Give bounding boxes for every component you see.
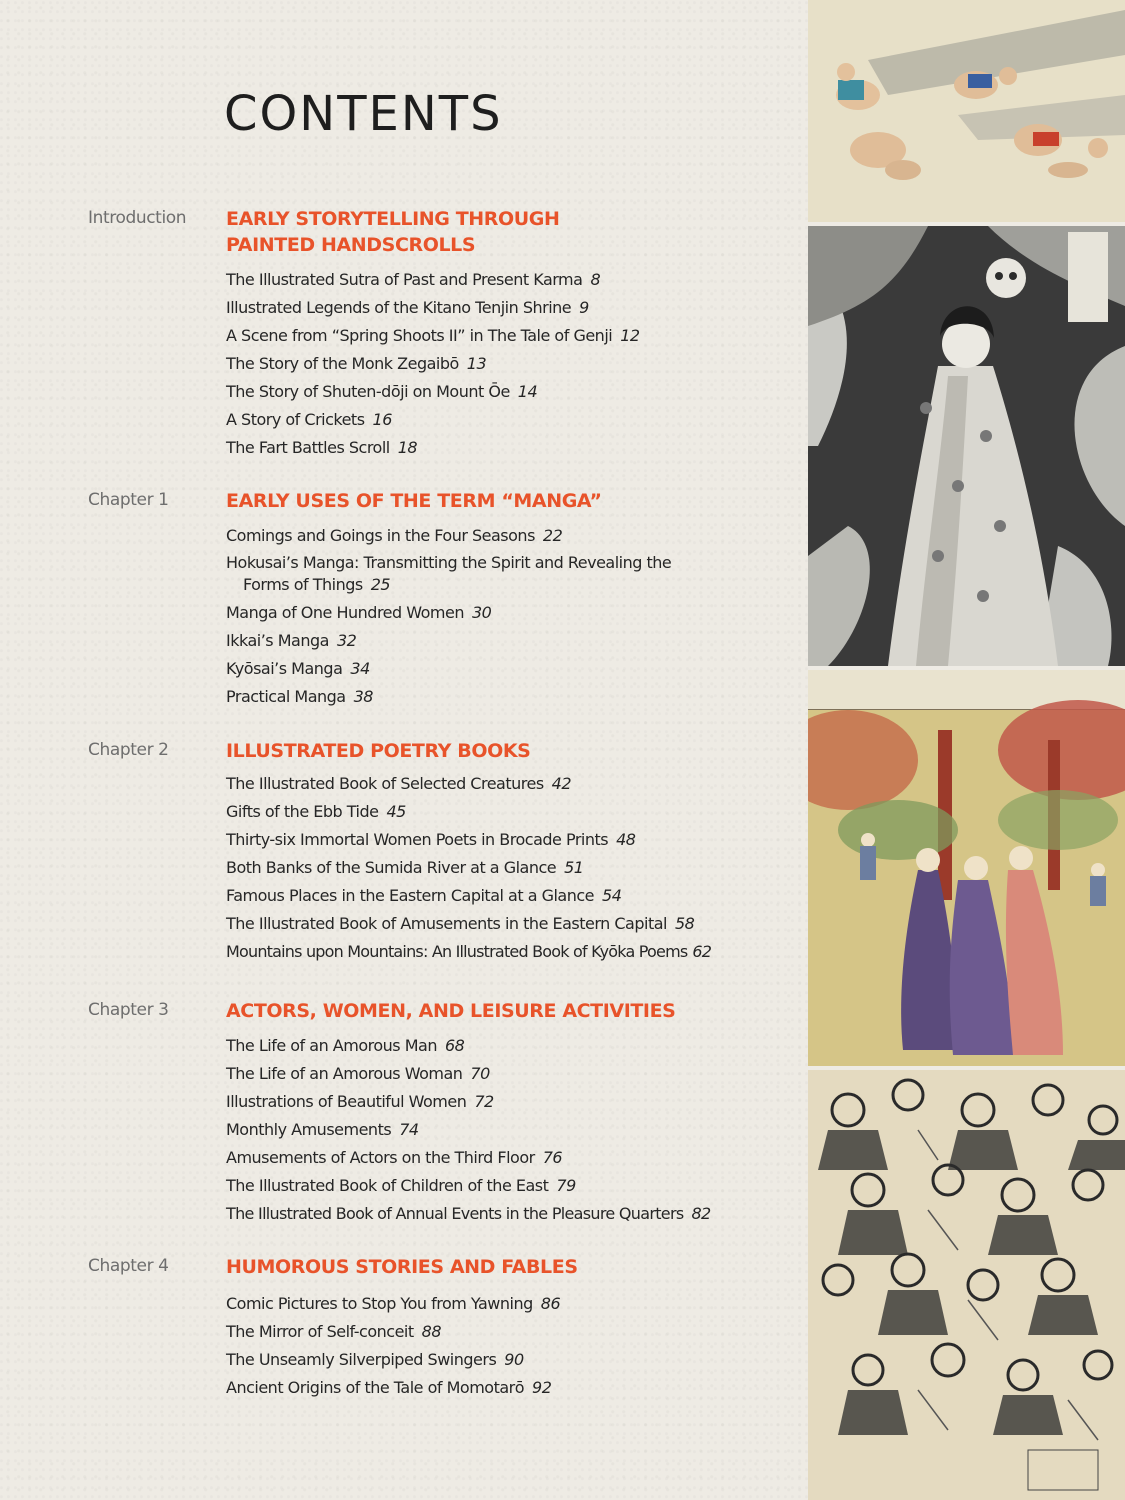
ghost-print-illustration	[808, 226, 1125, 666]
entry-list	[226, 1292, 806, 1404]
handscroll-illustration	[808, 0, 1125, 222]
entry-page: 32	[336, 631, 357, 650]
entry-title: The Life of an Amorous Man	[226, 1036, 437, 1055]
entry-page: 74	[399, 1120, 419, 1139]
entry-page: 30	[472, 603, 492, 622]
toc-entry[interactable]	[226, 436, 806, 459]
entry-page: 82	[691, 1204, 711, 1223]
toc-entry[interactable]	[226, 1090, 806, 1113]
entry-page: 16	[372, 410, 392, 429]
toc-entry[interactable]	[226, 380, 806, 403]
entry-page: 12	[620, 326, 640, 345]
entry-page: 38	[353, 687, 373, 706]
entry-page: 18	[397, 438, 418, 457]
toc-entry[interactable]	[226, 1320, 806, 1343]
section-label: Chapter 2	[88, 740, 169, 760]
entry-page: 72	[474, 1092, 494, 1111]
entry-list	[226, 1034, 806, 1230]
entry-title: A Story of Crickets	[226, 410, 365, 429]
entry-page: 8	[590, 270, 601, 289]
entry-title: Gifts of the Ebb Tide	[226, 802, 379, 821]
toc-entry[interactable]	[226, 685, 806, 708]
toc-entry[interactable]	[226, 940, 806, 963]
entry-title: A Scene from “Spring Shoots II” in The Tale of Genji	[226, 326, 613, 345]
entry-page: 14	[517, 382, 538, 401]
toc-entry[interactable]	[226, 1062, 806, 1085]
entry-title: The Fart Battles Scroll	[226, 438, 390, 457]
toc-entry[interactable]	[226, 629, 806, 652]
entry-title: Illustrated Legends of the Kitano Tenjin Shrine	[226, 298, 572, 317]
toc-entry[interactable]	[226, 1292, 806, 1315]
toc-entry[interactable]	[226, 828, 806, 851]
section-label: Chapter 3	[88, 1000, 169, 1020]
entry-title: Practical Manga	[226, 687, 346, 706]
entry-list	[226, 524, 806, 713]
section-label: Introduction	[88, 208, 187, 228]
entry-title: Illustrations of Beautiful Women	[226, 1092, 467, 1111]
section-title: HUMOROUS STORIES AND FABLES	[226, 1256, 578, 1278]
toc-entry[interactable]	[226, 268, 806, 291]
ink-crowd-illustration	[808, 1070, 1125, 1500]
entry-title: Manga of One Hundred Women	[226, 603, 464, 622]
ghost-woman-figure-icon	[808, 226, 1125, 666]
toc-entry[interactable]	[226, 1034, 806, 1057]
entry-title: The Mirror of Self-conceit	[226, 1322, 414, 1341]
entry-title: Comic Pictures to Stop You from Yawning	[226, 1294, 533, 1313]
entry-page: 79	[556, 1176, 576, 1195]
entry-title: The Story of the Monk Zegaibō	[226, 354, 459, 373]
entry-title: Amusements of Actors on the Third Floor	[226, 1148, 535, 1167]
toc-entry[interactable]	[226, 912, 806, 935]
toc-entry[interactable]	[226, 772, 806, 795]
entry-page: 58	[674, 914, 695, 933]
entry-title: Ancient Origins of the Tale of Momotarō	[226, 1378, 525, 1397]
entry-page: 25	[370, 575, 391, 594]
entry-list	[226, 772, 806, 968]
entry-title: The Illustrated Book of Amusements in the Eastern Capital	[226, 914, 667, 933]
entry-title: Both Banks of the Sumida River at a Glance	[226, 858, 557, 877]
entry-page: 68	[444, 1036, 465, 1055]
woodblock-print-illustration	[808, 670, 1125, 1066]
entry-page: 86	[540, 1294, 561, 1313]
crowd-figures-icon	[808, 1070, 1125, 1500]
entry-title: The Story of Shuten-dōji on Mount Ōe	[226, 382, 510, 401]
entry-page: 76	[542, 1148, 563, 1167]
toc-entry[interactable]	[226, 1348, 806, 1371]
entry-title: The Illustrated Book of Children of the East	[226, 1176, 549, 1195]
entry-page: 9	[579, 298, 589, 317]
toc-entry[interactable]	[226, 1118, 806, 1141]
entry-title: Kyōsai’s Manga	[226, 659, 343, 678]
entry-page: 62	[692, 942, 712, 961]
toc-entry[interactable]	[226, 856, 806, 879]
entry-title: The Life of an Amorous Woman	[226, 1064, 463, 1083]
entry-title: Ikkai’s Manga	[226, 631, 329, 650]
toc-entry[interactable]	[226, 324, 806, 347]
toc-entry[interactable]	[226, 657, 806, 680]
illustration-strip	[808, 0, 1125, 1500]
toc-entry[interactable]	[226, 408, 806, 431]
entry-page: 90	[504, 1350, 524, 1369]
entry-page: 34	[350, 659, 370, 678]
toc-entry[interactable]	[226, 352, 806, 375]
section-title: ACTORS, WOMEN, AND LEISURE ACTIVITIES	[226, 1000, 676, 1022]
toc-entry[interactable]	[226, 601, 806, 624]
entry-page: 42	[551, 774, 572, 793]
entry-page: 88	[421, 1322, 441, 1341]
toc-entry[interactable]	[226, 524, 806, 547]
entry-title: Thirty-six Immortal Women Poets in Brocade Prints	[226, 830, 609, 849]
entry-title: Famous Places in the Eastern Capital at a Glance	[226, 886, 595, 905]
entry-title: The Unseamly Silverpiped Swingers	[226, 1350, 497, 1369]
entry-title: The Illustrated Book of Annual Events in the Pleasure Quarters	[226, 1204, 684, 1223]
section-title: EARLY USES OF THE TERM “MANGA”	[226, 490, 602, 512]
entry-page: 54	[602, 886, 622, 905]
page-title: CONTENTS	[224, 86, 503, 142]
entry-title: Monthly Amusements	[226, 1120, 392, 1139]
entry-title: Mountains upon Mountains: An Illustrated Book of Kyōka Poems	[226, 942, 688, 961]
entry-page: 13	[466, 354, 487, 373]
toc-entry[interactable]	[226, 884, 806, 907]
women-strolling-icon	[808, 670, 1125, 1066]
handscroll-figures-icon	[808, 0, 1125, 222]
section-label: Chapter 4	[88, 1256, 169, 1276]
toc-entry[interactable]	[226, 1146, 806, 1169]
entry-page: 22	[542, 526, 563, 545]
toc-entry[interactable]	[226, 552, 713, 596]
section-title: ILLUSTRATED POETRY BOOKS	[226, 740, 531, 762]
entry-title: Hokusai’s Manga: Transmitting the Spirit and Revealing the Forms of Things	[226, 553, 672, 594]
section-label: Chapter 1	[88, 490, 169, 510]
entry-page: 48	[616, 830, 636, 849]
entry-page: 70	[470, 1064, 490, 1083]
entry-list	[226, 268, 806, 464]
section-title: EARLY STORYTELLING THROUGH PAINTED HANDSCROLLS	[226, 208, 560, 256]
entry-title: Comings and Goings in the Four Seasons	[226, 526, 535, 545]
toc-entry[interactable]	[226, 296, 806, 319]
entry-page: 45	[386, 802, 406, 821]
entry-page: 51	[564, 858, 584, 877]
toc-entry[interactable]	[226, 800, 806, 823]
toc-entry[interactable]	[226, 1174, 806, 1197]
toc-entry[interactable]	[226, 1376, 806, 1399]
entry-page: 92	[532, 1378, 552, 1397]
toc-entry[interactable]	[226, 1202, 806, 1225]
entry-title: The Illustrated Book of Selected Creatures	[226, 774, 544, 793]
entry-title: The Illustrated Sutra of Past and Present Karma	[226, 270, 583, 289]
